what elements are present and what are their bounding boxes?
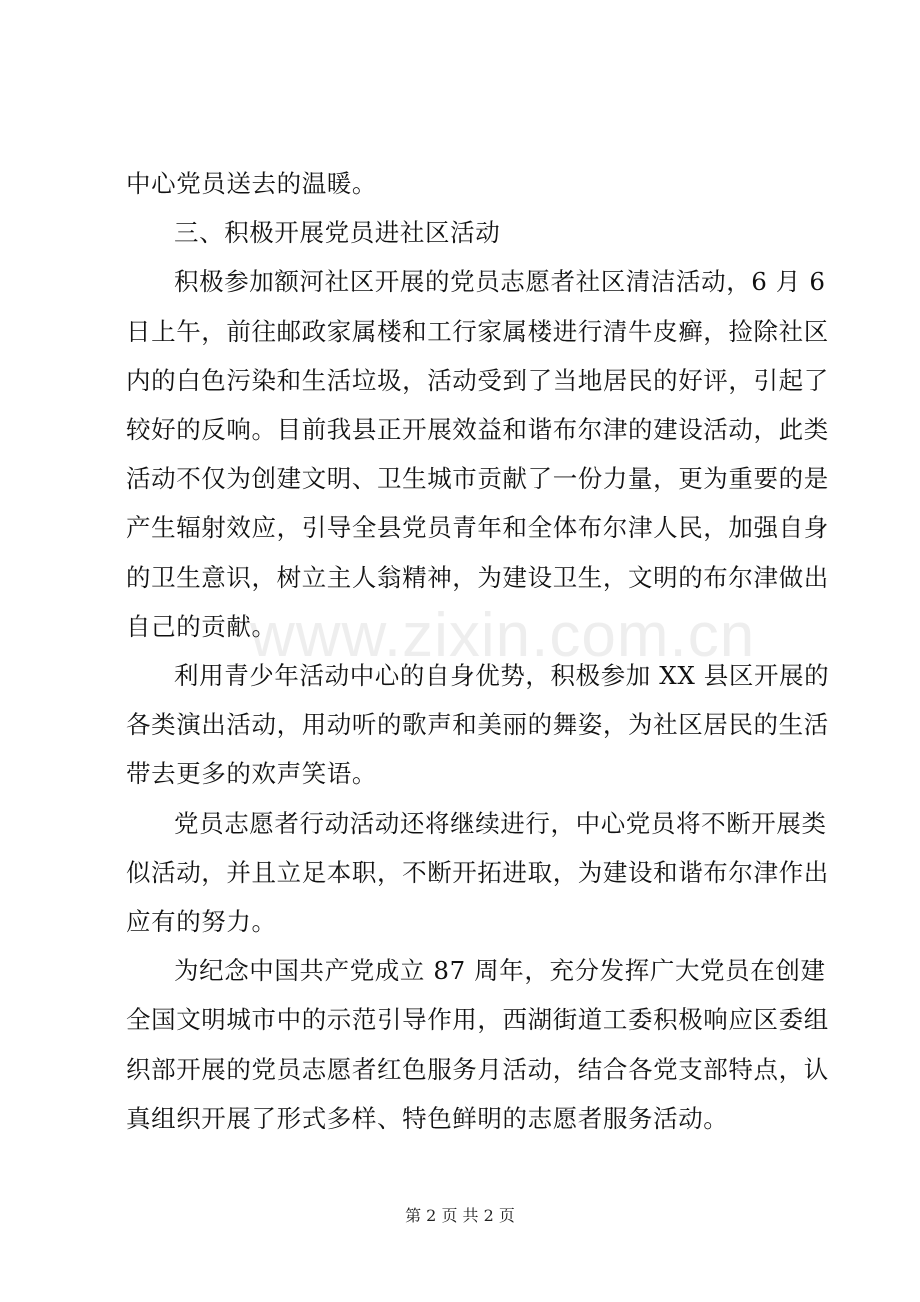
body-line: 带去更多的欢声笑语。 [126, 759, 377, 788]
body-line: 为纪念中国共产党成立 87 周年，充分发挥广大党员在创建 [174, 956, 826, 985]
body-line: 真组织开展了形式多样、特色鲜明的志愿者服务活动。 [126, 1104, 729, 1133]
section-heading: 三、积极开展党员进社区活动 [174, 218, 501, 247]
body-line: 党员志愿者行动活动还将继续进行，中心党员将不断开展类 [174, 809, 827, 838]
body-line: 织部开展的党员志愿者红色服务月活动，结合各党支部特点，认 [126, 1055, 829, 1084]
body-line: 的卫生意识，树立主人翁精神，为建设卫生，文明的布尔津做出 [126, 563, 829, 592]
body-line: 产生辐射效应，引导全县党员青年和全体布尔津人民，加强自身 [126, 513, 829, 542]
watermark: www.zixin.com.cn [250, 601, 756, 670]
page-footer: 第 2 页 共 2 页 [405, 1206, 515, 1225]
body-line: 利用青少年活动中心的自身优势，积极参加 XX 县区开展的 [174, 661, 830, 690]
body-line: 较好的反响。目前我县正开展效益和谐布尔津的建设活动，此类 [126, 415, 829, 444]
body-line: 各类演出活动，用动听的歌声和美丽的舞姿，为社区居民的生活 [126, 710, 829, 739]
body-line: 全国文明城市中的示范引导作用，西湖街道工委积极响应区委组 [126, 1005, 829, 1034]
body-line: 活动不仅为创建文明、卫生城市贡献了一份力量，更为重要的是 [126, 464, 829, 493]
body-line: 自己的贡献。 [126, 612, 277, 641]
body-line: 积极参加额河社区开展的党员志愿者社区清洁活动，6 月 6 [174, 267, 826, 296]
body-line: 日上午，前往邮政家属楼和工行家属楼进行清牛皮癣，捡除社区 [126, 317, 829, 346]
body-line: 内的白色污染和生活垃圾，活动受到了当地居民的好评，引起了 [126, 366, 829, 395]
body-line: 中心党员送去的温暖。 [126, 169, 377, 198]
body-line: 似活动，并且立足本职，不断开拓进取，为建设和谐布尔津作出 [126, 858, 829, 887]
body-line: 应有的努力。 [126, 907, 277, 936]
